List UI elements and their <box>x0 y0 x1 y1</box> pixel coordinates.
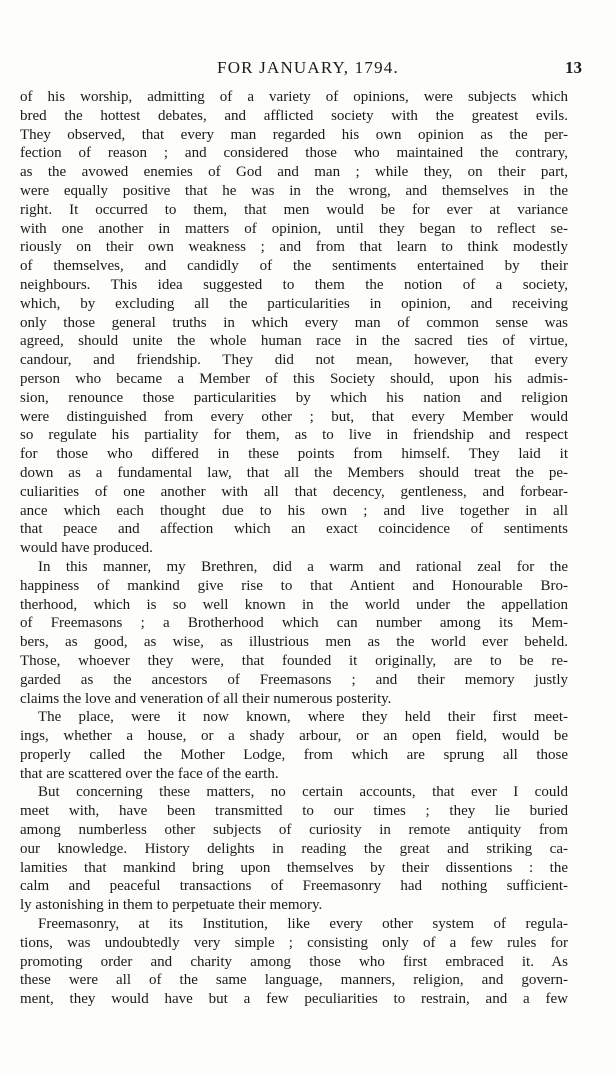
text-line: of themselves, and candidly of the sentiments entertained by their <box>20 258 568 275</box>
text-line: fection of reason ; and considered those who maintained the contrary, <box>20 145 568 162</box>
text-line: ly astonishing in them to perpetuate their memory. <box>20 897 323 914</box>
text-line: neighbours. This idea suggested to them the notion of a society, <box>20 276 568 293</box>
text-line: down as a fundamental law, that all the Members should treat the pe- <box>20 464 568 481</box>
page-header <box>0 58 616 82</box>
text-line: ment, they would have but a few peculiarities to restrain, and a few <box>20 991 568 1008</box>
running-head: FOR JANUARY, 1794. <box>217 58 399 77</box>
text-line: agreed, should unite the whole human race in the sacred ties of virtue, <box>20 333 568 350</box>
page-number: 13 <box>565 58 582 77</box>
text-line: of Freemasons ; a Brotherhood which can number among its Mem- <box>20 615 568 632</box>
text-line: tions, was undoubtedly very simple ; consisting only of a few rules for <box>20 934 568 951</box>
text-line: therhood, which is so well known in the world under the appellation <box>20 596 568 613</box>
text-line: Those, whoever they were, that founded it originally, are to be re- <box>20 652 568 669</box>
text-line: so regulate his partiality for them, as to live in friendship and respect <box>20 427 568 444</box>
text-line: bred the hottest debates, and afflicted society with the greatest evils. <box>20 107 568 124</box>
paragraph <box>20 708 568 783</box>
text-line: these were all of the same language, manners, religion, and govern- <box>20 972 568 989</box>
paragraph <box>20 88 568 558</box>
text-line: right. It occurred to them, that men would be for ever at variance <box>20 201 568 218</box>
text-line: They observed, that every man regarded his own opinion as the per- <box>20 126 568 143</box>
text-line: bers, as good, as wise, as illustrious men as the world ever beheld. <box>20 634 568 651</box>
body-text <box>20 88 568 1009</box>
text-line: promoting order and charity among those who first embraced it. As <box>20 953 568 970</box>
text-line: with one another in matters of opinion, until they began to reflect se- <box>20 220 568 237</box>
text-line: only those general truths in which every man of common sense was <box>20 314 568 331</box>
text-line: The place, were it now known, where they held their first meet- <box>38 709 568 726</box>
text-line: were distinguished from every other ; but, that every Member would <box>20 408 568 425</box>
text-line: ance which each thought due to his own ; and live together in all <box>20 502 568 519</box>
text-line: among numberless other subjects of curiosity in remote antiquity from <box>20 822 568 839</box>
text-line: which, by excluding all the particularities in opinion, and receiving <box>20 295 568 312</box>
text-line: properly called the Mother Lodge, from which are sprung all those <box>20 746 568 763</box>
text-line: candour, and friendship. They did not mean, however, that every <box>20 352 568 369</box>
text-line: lamities that mankind bring upon themselves by their dissentions : the <box>20 859 568 876</box>
text-line: of his worship, admitting of a variety of opinions, were subjects which <box>20 89 568 105</box>
text-line: for those who differed in these points from himself. They laid it <box>20 446 568 463</box>
text-line: claims the love and veneration of all their numerous posterity. <box>20 690 392 707</box>
text-line: would have produced. <box>20 540 153 557</box>
text-line: person who became a Member of this Society should, upon his admis- <box>20 370 568 387</box>
text-line: ings, whether a house, or a shady arbour, or an open field, would be <box>20 728 568 745</box>
text-line: sion, renounce those particularities by which his nation and religion <box>20 389 568 406</box>
text-line: riously on their own weakness ; and from that learn to think modestly <box>20 239 568 256</box>
text-line: that peace and affection which an exact coincidence of sentiments <box>20 521 568 538</box>
text-line: meet with, have been transmitted to our times ; they lie buried <box>20 803 568 820</box>
text-line: Freemasonry, at its Institution, like every other system of regula- <box>38 916 568 933</box>
paragraph <box>20 915 568 1009</box>
text-line: garded as the ancestors of Freemasons ; and their memory justly <box>20 671 568 688</box>
text-line: calm and peaceful transactions of Freemasonry had nothing sufficient- <box>20 878 568 895</box>
text-line: In this manner, my Brethren, did a warm and rational zeal for the <box>38 558 568 575</box>
text-line: as the avowed enemies of God and man ; while they, on their part, <box>20 164 568 181</box>
text-line: our knowledge. History delights in reading the great and striking ca- <box>20 840 568 857</box>
text-line: that are scattered over the face of the earth. <box>20 765 279 782</box>
paragraph <box>20 783 568 915</box>
text-line: culiarities of one another with all that decency, gentleness, and forbear- <box>20 483 568 500</box>
text-line: were equally positive that he was in the wrong, and themselves in the <box>20 182 568 199</box>
text-line: happiness of mankind give rise to that Antient and Honourable Bro- <box>20 577 568 594</box>
text-line: But concerning these matters, no certain accounts, that ever I could <box>38 784 568 801</box>
paragraph <box>20 558 568 708</box>
